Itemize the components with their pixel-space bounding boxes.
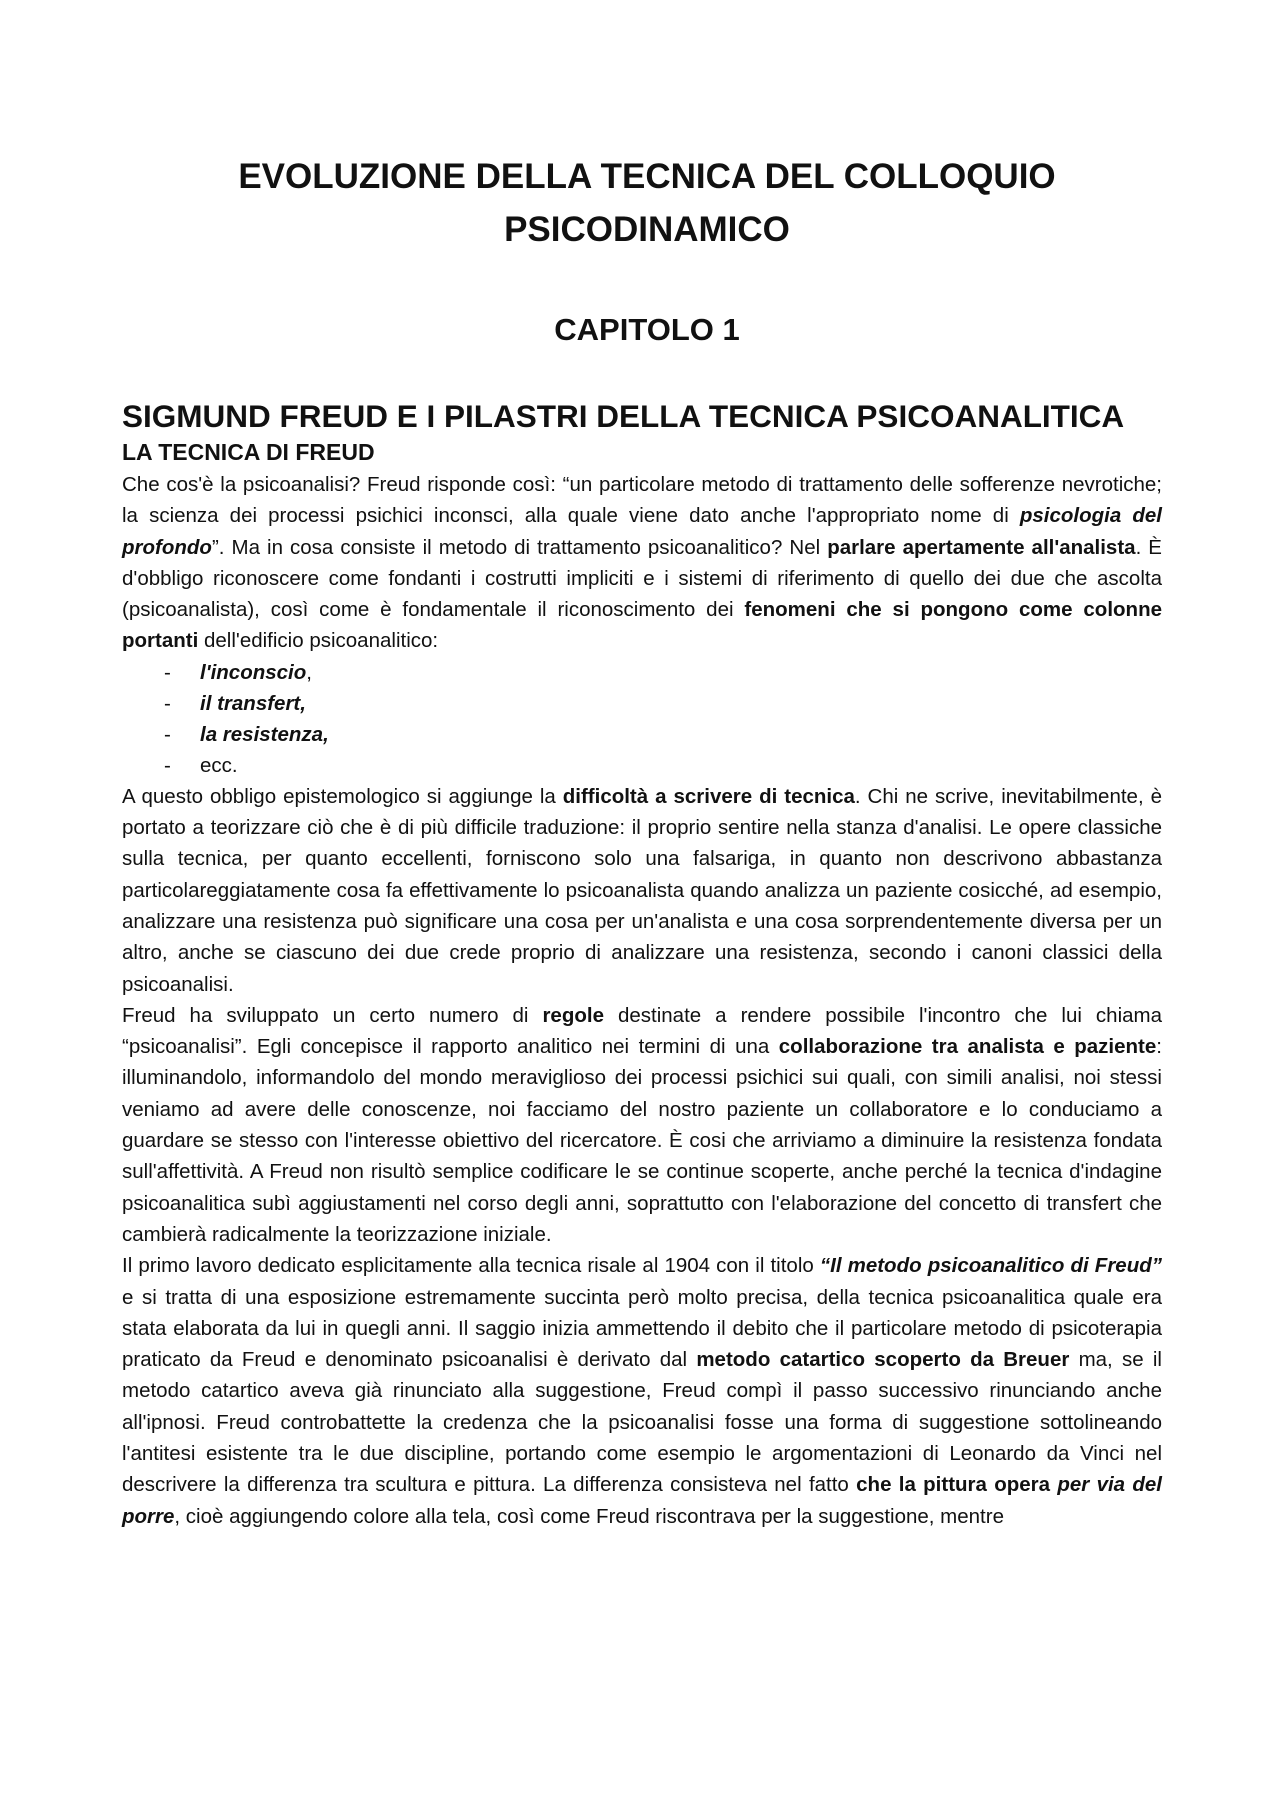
paragraph-text: , cioè aggiungendo colore alla tela, così come Freud riscontrava per la suggestione, mentre [174, 1504, 1004, 1528]
paragraph-text: Il primo lavoro dedicato esplicitamente alla tecnica risale al 1904 con il titolo [122, 1254, 820, 1278]
list-item [122, 719, 1162, 750]
list-item [122, 657, 1162, 688]
bullet-dash: - [164, 691, 171, 715]
document-title-line-1: EVOLUZIONE DELLA TECNICA DEL COLLOQUIO [238, 157, 1056, 196]
list-item-suffix: , [306, 660, 312, 684]
subsection-heading: LA TECNICA DI FREUD [122, 439, 375, 465]
bullet-dash: - [164, 722, 171, 746]
bold-text: regole [542, 1003, 604, 1027]
bold-text: fenomeni che si pongono come colonne portanti [122, 598, 1162, 653]
paragraph-text: dell'edificio psicoanalitico: [198, 629, 439, 653]
emphasis-text: per via del porre [122, 1473, 1162, 1528]
paragraph-1 [122, 469, 1162, 657]
list-item [122, 750, 1162, 781]
emphasis-text: psicologia del profondo [122, 504, 1162, 559]
paragraph-text: : illuminandolo, informandolo del mondo meraviglioso dei processi psichici sui quali, con simili analisi, noi stessi veniamo ad avere delle conoscenze, noi facciamo del nostro paziente un collaboratore e lo conduciamo a guardare se stesso con l'interesse obiettivo del ricercatore. È cosi che arriviamo a diminuire la resistenza fondata sull'affettività. A Freud non risultò semplice codificare le se continue scoperte, anche perché la tecnica d'indagine psicoanalitica subì aggiustamenti nel corso degli anni, soprattutto con l'elaborazione del concetto di transfert che cambierà radicalmente la teorizzazione iniziale. [122, 1035, 1162, 1246]
bold-text: difficoltà a scrivere di tecnica [562, 784, 855, 808]
paragraph-text: Che cos'è la psicoanalisi? Freud risponde così: “un particolare metodo di trattamento delle sofferenze nevrotiche; la scienza dei processi psichici inconsci, alla quale viene dato anche l'appropriato nome di [122, 473, 1162, 528]
document-title [122, 150, 1162, 256]
bold-text: che la pittura opera [856, 1473, 1058, 1497]
paragraph-text: destinate a rendere possibile l'incontro che lui chiama “psicoanalisi”. Egli concepisce il rapporto analitico nei termini di una [122, 1003, 1162, 1059]
paragraph-text: . Chi ne scrive, inevitabilmente, è portato a teorizzare ciò che è di più difficile traduzione: il proprio sentire nella stanza d'analisi. Le opere classiche sulla tecnica, per quanto eccellenti, forniscono solo una falsariga, in quanto non descrivono abbastanza particolareggiatamente cosa fa effettivamente lo psicoanalista quando analizza un paziente cosicché, ad esempio, analizzare una resistenza può significare una cosa per un'analista e una cosa sorprendentemente diversa per un altro, anche se ciascuno dei due crede proprio di analizzare una resistenza, secondo i canoni classici della psicoanalisi. [122, 784, 1162, 996]
paragraph-3 [122, 1000, 1162, 1250]
bullet-list [122, 657, 1162, 781]
bold-text: metodo catartico scoperto da Breuer [696, 1348, 1070, 1372]
bullet-dash: - [164, 660, 171, 684]
list-item-text: l'inconscio [200, 660, 307, 684]
bullet-dash: - [164, 753, 171, 777]
bold-text: collaborazione tra analista e paziente [778, 1035, 1157, 1059]
list-item-text: il transfert, [200, 691, 306, 715]
paragraph-2 [122, 781, 1162, 1000]
document-page [122, 150, 1162, 1532]
list-item [122, 688, 1162, 719]
list-item-text: la resistenza, [200, 722, 329, 746]
paragraph-text: e si tratta di una esposizione estremamente succinta però molto precisa, della tecnica psicoanalitica quale era stata elaborata da lui in quegli anni. Il saggio inizia ammettendo il debito che il particolare metodo di psicoterapia praticato da Freud e denominato psicoanalisi è derivato dal [122, 1285, 1162, 1372]
paragraph-text: A questo obbligo epistemologico si aggiunge la [122, 784, 563, 808]
document-title-line-2: PSICODINAMICO [504, 210, 790, 249]
paragraph-4 [122, 1250, 1162, 1532]
list-item-text: ecc. [200, 753, 238, 777]
chapter-heading: CAPITOLO 1 [554, 312, 740, 347]
bold-text: parlare apertamente all'analista [827, 535, 1136, 559]
paragraph-text: ”. Ma in cosa consiste il metodo di trattamento psicoanalitico? Nel [211, 535, 828, 559]
paragraph-text: . È d'obbligo riconoscere come fondanti i costrutti impliciti e i sistemi di riferimento di quello dei due che ascolta (psicoanalista), così come è fondamentale il riconoscimento dei [122, 535, 1162, 622]
paragraph-text: ma, se il metodo catartico aveva già rinunciato alla suggestione, Freud compì il passo successivo rinunciando anche all'ipnosi. Freud controbattette la credenza che la psicoanalisi fosse una forma di suggestione sottolineando l'antitesi esistente tra le due discipline, portando come esempio le argomentazioni di Leonardo da Vinci nel descrivere la differenza tra scultura e pittura. La differenza consisteva nel fatto [122, 1348, 1162, 1497]
section-heading: SIGMUND FREUD E I PILASTRI DELLA TECNICA PSICOANALITICA [122, 398, 1125, 434]
emphasis-text: “Il metodo psicoanalitico di Freud” [819, 1254, 1162, 1278]
paragraph-text: Freud ha sviluppato un certo numero di [122, 1003, 543, 1027]
